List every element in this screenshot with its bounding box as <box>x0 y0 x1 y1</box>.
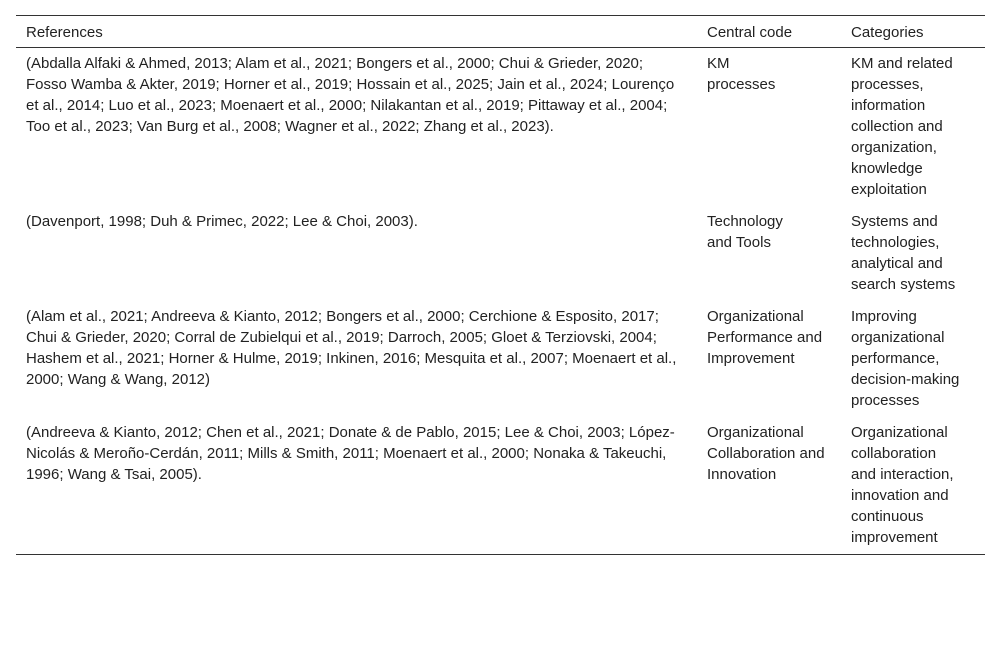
references-text: (Andreeva & Kianto, 2012; Chen et al., 2021; Donate & de Pablo, 2015; Lee & Choi, 2003; López-Nicolás & Meroño-Cerdán, 2011; Mills & Smith, 2011; Moenaert et al., 2000; Nonaka & Takeuchi, 1996; Wang & Tsai, 2005). <box>26 424 675 483</box>
central-code-cell <box>697 206 841 301</box>
references-text: (Davenport, 1998; Duh & Primec, 2022; Lee & Choi, 2003). <box>26 213 418 230</box>
header-references: References <box>26 24 103 41</box>
categories-cell <box>841 206 985 301</box>
references-table <box>16 15 985 555</box>
categories-text: Organizational collaboration and interaction, innovation and continuous improvement <box>851 424 954 546</box>
references-cell <box>16 206 697 301</box>
categories-text: Improving organizational performance, decision-making processes <box>851 308 960 409</box>
references-table-container <box>16 15 985 555</box>
header-central-code: Central code <box>707 24 793 41</box>
table-row <box>16 48 985 207</box>
central-code-text: Technology and Tools <box>707 213 783 251</box>
table-row <box>16 206 985 301</box>
categories-text: Systems and technologies, analytical and search systems <box>851 213 956 293</box>
references-cell <box>16 48 697 207</box>
central-code-text: KM processes <box>707 55 776 93</box>
references-cell <box>16 301 697 417</box>
references-text: (Abdalla Alfaki & Ahmed, 2013; Alam et al., 2021; Bongers et al., 2000; Chui & Grieder, 2020; Fosso Wamba & Akter, 2019; Horner et al., 2019; Hossain et al., 2025; Jain et al., 2024; Lourenço et al., 2014; Luo et al., 2023; Moenaert et al., 2000; Nilakantan et al., 2019; Pittaway et al., 2004; Too et al., 2023; Van Burg et al., 2008; Wagner et al., 2022; Zhang et al., 2023). <box>26 55 675 135</box>
table-row <box>16 301 985 417</box>
references-cell <box>16 417 697 555</box>
categories-text: KM and related processes, information collection and organization, knowledge exploitation <box>851 55 953 198</box>
table-header-row <box>16 16 985 48</box>
header-categories: Categories <box>851 24 924 41</box>
central-code-cell <box>697 417 841 555</box>
table-row <box>16 417 985 555</box>
categories-cell <box>841 301 985 417</box>
central-code-text: Organizational Performance and Improvement <box>707 308 823 367</box>
central-code-text: Organizational Collaboration and Innovation <box>707 424 825 483</box>
references-text: (Alam et al., 2021; Andreeva & Kianto, 2012; Bongers et al., 2000; Cerchione & Esposito, 2017; Chui & Grieder, 2020; Corral de Zubielqui et al., 2019; Darroch, 2005; Gloet & Terziovski, 2004; Hashem et al., 2021; Horner & Hulme, 2019; Inkinen, 2016; Mesquita et al., 2007; Moenaert et al., 2000; Wang & Wang, 2012) <box>26 308 677 388</box>
central-code-cell <box>697 48 841 207</box>
central-code-cell <box>697 301 841 417</box>
categories-cell <box>841 48 985 207</box>
categories-cell <box>841 417 985 555</box>
